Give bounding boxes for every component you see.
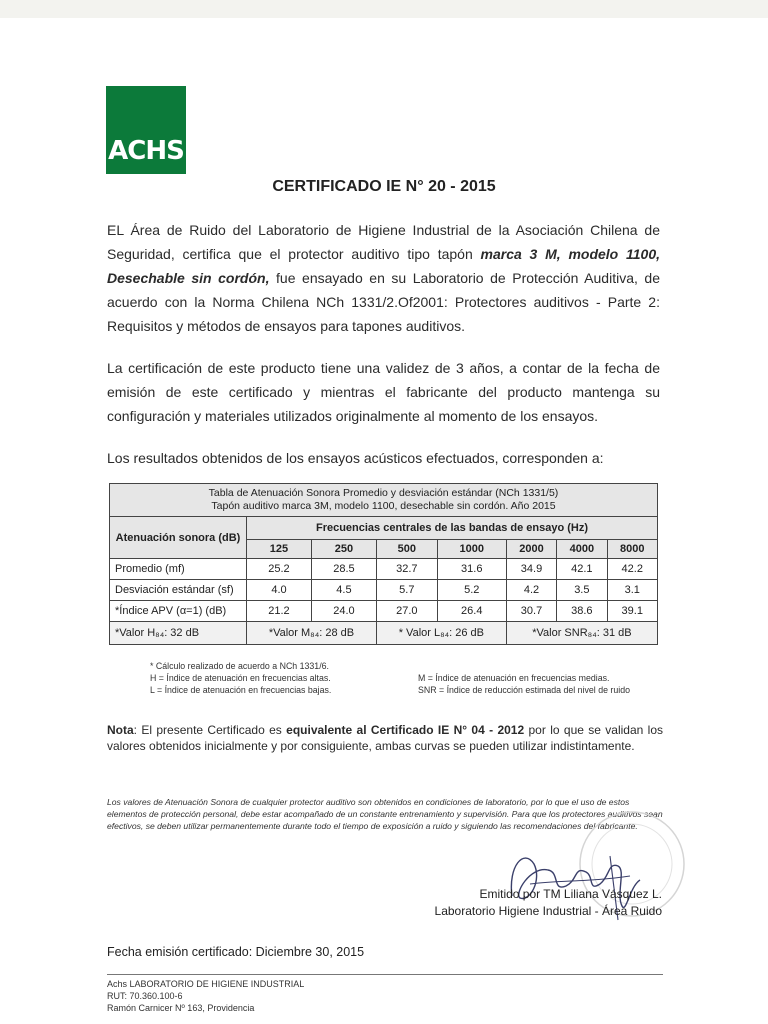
note-l: L = Índice de atenuación en frecuencias bajas. bbox=[150, 685, 332, 695]
table-cell: 5.7 bbox=[376, 580, 437, 601]
nota-reference: equivalente al Certificado IE N° 04 - 2012 bbox=[286, 723, 525, 737]
issued-by: Emitido por TM Liliana Vásquez L. bbox=[479, 887, 662, 901]
freq-250: 250 bbox=[311, 540, 376, 559]
nota-label: Nota bbox=[107, 723, 134, 737]
validity-paragraph: La certificación de este producto tiene una validez de 3 años, a contar de la fecha de emisión de este certificado y mientras el fabricante del producto mantenga su configuración y materiales utilizados originalmente al momento de los ensayos. bbox=[107, 360, 660, 424]
table-cell: 30.7 bbox=[506, 601, 556, 622]
note-snr: SNR = Índice de reducción estimada del nivel de ruido bbox=[418, 685, 630, 695]
freq-header-row bbox=[110, 517, 658, 540]
results-intro: Los resultados obtenidos de los ensayos acústicos efectuados, corresponden a: bbox=[107, 450, 604, 466]
table-notes-right bbox=[418, 672, 630, 696]
table-row bbox=[110, 580, 658, 601]
table-notes-left bbox=[150, 660, 331, 696]
summary-h: *Valor H₈₄: 32 dB bbox=[110, 622, 247, 645]
attenuation-table bbox=[109, 483, 658, 645]
table-cell: 25.2 bbox=[247, 559, 312, 580]
summary-snr: *Valor SNR₈₄: 31 dB bbox=[506, 622, 657, 645]
freq-125: 125 bbox=[247, 540, 312, 559]
address-street: Ramón Carnicer Nº 163, Providencia bbox=[107, 1003, 255, 1013]
freq-8000: 8000 bbox=[607, 540, 657, 559]
freq-500: 500 bbox=[376, 540, 437, 559]
summary-l: * Valor L₈₄: 26 dB bbox=[376, 622, 506, 645]
footer-address bbox=[107, 978, 304, 1014]
freq-1000: 1000 bbox=[437, 540, 506, 559]
logo-text: ACHS bbox=[108, 136, 184, 166]
table-cell: 42.1 bbox=[557, 559, 607, 580]
freq-2000: 2000 bbox=[506, 540, 556, 559]
disclaimer: Los valores de Atenuación Sonora de cualquier protector auditivo son obtenidos en condiciones de laboratorio, por lo que el uso de estos elementos de protección personal, debe estar acompañado de un constante entrenamiento y supervisión. Para que los protectores auditivos sean efectivos, se deben utilizar permanentemente durante todo el tiempo de exposición a ruido y siguiendo las recomendaciones del fabricante. bbox=[107, 797, 663, 831]
table-caption bbox=[110, 484, 658, 517]
table-caption-line2: Tapón auditivo marca 3M, modelo 1100, desechable sin cordón. Año 2015 bbox=[211, 500, 556, 512]
note-calc: * Cálculo realizado de acuerdo a NCh 1331/6. bbox=[150, 661, 329, 671]
table-caption-row bbox=[110, 484, 658, 517]
intro-text-a: EL Área de Ruido del Laboratorio de Higiene Industrial de la Asociación Chilena de Seguridad, certifica que el protector auditivo tipo tapón bbox=[107, 222, 660, 262]
footer-divider bbox=[107, 974, 663, 975]
table-row bbox=[110, 559, 658, 580]
issue-date: Fecha emisión certificado: Diciembre 30, 2015 bbox=[107, 945, 365, 959]
table-cell: 27.0 bbox=[376, 601, 437, 622]
note-h: H = Índice de atenuación en frecuencias altas. bbox=[150, 673, 331, 683]
certificate-title: CERTIFICADO IE N° 20 - 2015 bbox=[272, 178, 496, 195]
table-cell: 5.2 bbox=[437, 580, 506, 601]
table-cell: 34.9 bbox=[506, 559, 556, 580]
table-caption-line1: Tabla de Atenuación Sonora Promedio y desviación estándar (NCh 1331/5) bbox=[208, 487, 559, 499]
table-cell: 31.6 bbox=[437, 559, 506, 580]
nota-text-c: por lo que se validan los valores obtenidos inicialmente y por consiguiente, ambas curvas se pueden utilizar indistintamente. bbox=[107, 723, 663, 753]
note-m: M = Índice de atenuación en frecuencias medias. bbox=[418, 673, 610, 683]
table-cell: 32.7 bbox=[376, 559, 437, 580]
row-label: Promedio (mf) bbox=[110, 559, 247, 580]
intro-text-c: fue ensayado en su Laboratorio de Protección Auditiva, de acuerdo con la Norma Chilena NCh 1331/2.Of2001: Protectores auditivos - Parte 2: Requisitos y métodos de ensayos para tapones auditivos. bbox=[107, 270, 660, 334]
row-label: Desviación estándar (sf) bbox=[110, 580, 247, 601]
summary-row bbox=[110, 622, 658, 645]
table-cell: 4.2 bbox=[506, 580, 556, 601]
table-cell: 39.1 bbox=[607, 601, 657, 622]
summary-m: *Valor M₈₄: 28 dB bbox=[247, 622, 377, 645]
issuing-lab: Laboratorio Higiene Industrial - Área Ruido bbox=[434, 904, 662, 918]
freq-4000: 4000 bbox=[557, 540, 607, 559]
nota-text-a: : El presente Certificado es bbox=[133, 723, 287, 737]
product-name: marca 3 M, modelo 1100, Desechable sin cordón, bbox=[107, 246, 660, 286]
table-cell: 26.4 bbox=[437, 601, 506, 622]
table-cell: 28.5 bbox=[311, 559, 376, 580]
table-cell: 24.0 bbox=[311, 601, 376, 622]
address-rut: RUT: 70.360.100-6 bbox=[107, 991, 183, 1001]
row-label: *Índice APV (α=1) (dB) bbox=[110, 601, 247, 622]
intro-paragraph bbox=[107, 218, 660, 338]
scan-top-band bbox=[0, 0, 768, 18]
freq-header: Frecuencias centrales de las bandas de ensayo (Hz) bbox=[247, 517, 658, 540]
address-line1: Achs LABORATORIO DE HIGIENE INDUSTRIAL bbox=[107, 979, 305, 989]
table-cell: 3.5 bbox=[557, 580, 607, 601]
table-cell: 38.6 bbox=[557, 601, 607, 622]
table-cell: 21.2 bbox=[247, 601, 312, 622]
table-cell: 42.2 bbox=[607, 559, 657, 580]
table-cell: 4.5 bbox=[311, 580, 376, 601]
table-cell: 3.1 bbox=[607, 580, 657, 601]
achs-logo bbox=[106, 86, 186, 174]
row-header: Atenuación sonora (dB) bbox=[110, 517, 247, 559]
table-row bbox=[110, 601, 658, 622]
table-cell: 4.0 bbox=[247, 580, 312, 601]
nota-paragraph bbox=[107, 722, 663, 754]
